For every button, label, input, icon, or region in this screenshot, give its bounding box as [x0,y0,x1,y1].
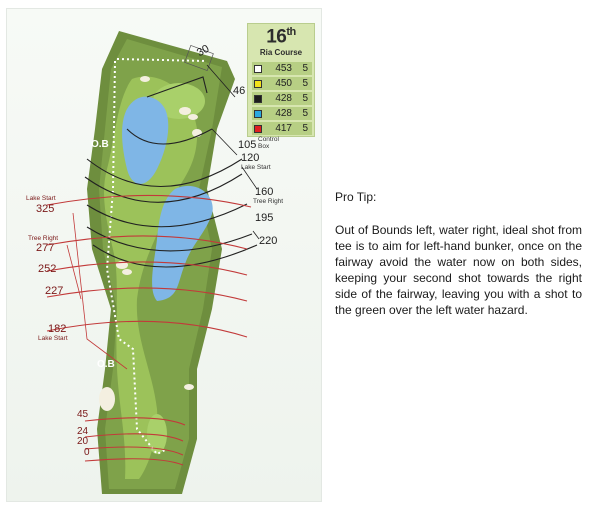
ob-label-top: O.B [91,139,109,150]
distance-105-note-line2: Box [258,143,270,150]
pro-tip-title: Pro Tip: [335,190,377,204]
tee-yards: 428 [275,108,292,119]
ob-label-bottom: O.B [97,359,115,370]
tee-row [252,107,312,120]
tee-color-swatch [254,80,262,88]
tee-yards: 450 [275,78,292,89]
hole-number-value: 16 [266,26,287,48]
course-name: Ria Course [259,48,303,57]
distance-227-label: 227 [45,285,64,297]
tee-par: 5 [302,108,308,119]
tee-color-swatch [254,125,262,133]
tee-par: 5 [302,78,308,89]
hole-map-card [6,8,322,502]
tee-color-swatch [254,65,262,73]
tee-par: 5 [302,93,308,104]
tee-row [252,92,312,105]
hole-number [248,26,314,48]
distance-195-label: 195 [255,212,274,224]
tee-color-swatch [254,110,262,118]
hole-number-suffix: th [286,26,296,38]
distance-160-note: Tree Right [253,198,284,205]
tee-row [252,62,312,75]
distance-45-label: 45 [77,409,89,420]
tee-yards: 428 [275,93,292,104]
distance-24-label: 24 [77,426,89,437]
tee-par: 5 [302,123,308,134]
distance-325-label: 325 [36,203,55,215]
distance-105-label: 105 [238,139,257,151]
distance-182-note: Lake Start [38,335,68,342]
distance-325-note: Lake Start [26,195,56,202]
tee-row [252,122,312,135]
distance-277-label: 277 [36,242,55,254]
distance-105-note-line1: Control [258,136,279,143]
distance-46-label: 46 [233,85,246,97]
tee-par: 5 [302,63,308,74]
tee-yards: 417 [275,123,292,134]
distance-160-label: 160 [255,186,274,198]
distance-277-note: Tree Right [28,235,59,242]
distance-0-label: 0 [84,447,90,458]
tee-row [252,77,312,90]
tee-yards: 453 [275,63,292,74]
distance-220-label: 220 [259,235,278,247]
scorecard [247,23,315,137]
distance-120-label: 120 [241,152,260,164]
distance-252-label: 252 [38,263,57,275]
distance-182-label: 182 [48,323,67,335]
distance-30-label: 30 [194,42,212,60]
pro-tip-text: Out of Bounds left, water right, ideal shot from tee is to aim for left-hand bunker, once on the fairway avoid the water now on both sides, keeping your second shot towards the right side of the fairway, leaving you with a shot to the green over the left water hazard. [335,223,582,317]
distance-105-note [258,136,279,150]
tee-color-swatch [254,95,262,103]
distance-120-note: Lake Start [241,164,271,171]
distance-20-label: 20 [77,436,89,447]
